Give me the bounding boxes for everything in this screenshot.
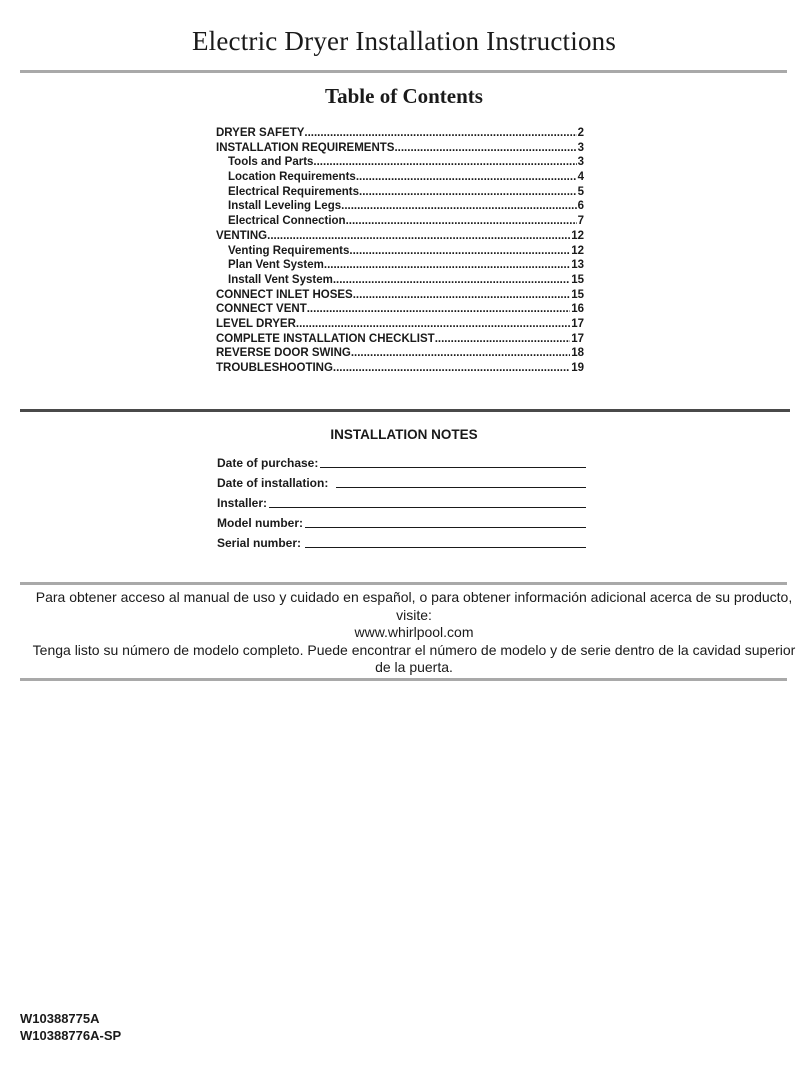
- spanish-notice-line-2: Tenga listo su número de modelo completo. Puede encontrar el número de modelo y de serie dentro de la cavidad superior de la puerta.: [32, 641, 796, 675]
- toc-entry[interactable]: COMPLETE INSTALLATION CHECKLIST ..... 17: [216, 332, 584, 347]
- toc-entry[interactable]: DRYER SAFETY ..... 2: [216, 126, 584, 141]
- toc-subentry[interactable]: Install Vent System ..... 15: [216, 273, 584, 288]
- part-number-secondary: W10388776A-SP: [20, 1028, 122, 1043]
- serial-number-field[interactable]: Serial number:: [217, 530, 586, 550]
- toc-heading: Table of Contents: [325, 84, 483, 108]
- table-of-contents: [216, 126, 584, 376]
- date-of-installation-field[interactable]: Date of installation:: [217, 470, 586, 490]
- section-divider: [20, 582, 787, 585]
- installer-field[interactable]: Installer:: [217, 490, 586, 510]
- toc-entry[interactable]: CONNECT VENT ..... 16: [216, 302, 584, 317]
- toc-subentry[interactable]: Plan Vent System ..... 13: [216, 258, 584, 273]
- section-divider: [20, 409, 790, 412]
- part-number-primary: W10388775A: [20, 1011, 100, 1026]
- toc-subentry[interactable]: Tools and Parts ..... 3: [216, 155, 584, 170]
- document-title: Electric Dryer Installation Instructions: [191, 26, 617, 56]
- toc-entry[interactable]: TROUBLESHOOTING ..... 19: [216, 361, 584, 376]
- section-divider: [20, 678, 787, 681]
- toc-entry[interactable]: LEVEL DRYER ..... 17: [216, 317, 584, 332]
- toc-entry[interactable]: VENTING ..... 12: [216, 229, 584, 244]
- date-of-purchase-field[interactable]: Date of purchase:: [217, 450, 586, 470]
- header-divider: [20, 70, 787, 73]
- installation-notes-heading: INSTALLATION NOTES: [330, 427, 478, 442]
- toc-subentry[interactable]: Electrical Connection ..... 7: [216, 214, 584, 229]
- spanish-notice-line-1: Para obtener acceso al manual de uso y cuidado en español, o para obtener información adicional acerca de su producto, visite:: [35, 589, 793, 623]
- toc-entry[interactable]: REVERSE DOOR SWING ..... 18: [216, 346, 584, 361]
- part-numbers: [20, 1010, 121, 1044]
- fill-in-line: [336, 475, 586, 488]
- website-link[interactable]: www.whirlpool.com: [354, 624, 474, 640]
- toc-subentry[interactable]: Install Leveling Legs ..... 6: [216, 199, 584, 214]
- spanish-notice: [30, 589, 798, 677]
- toc-subentry[interactable]: Location Requirements ..... 4: [216, 170, 584, 185]
- installation-notes-form: [217, 450, 586, 550]
- fill-in-line: [269, 495, 586, 508]
- fill-in-line: [305, 535, 586, 548]
- toc-entry[interactable]: INSTALLATION REQUIREMENTS ..... 3: [216, 141, 584, 156]
- fill-in-line: [320, 455, 586, 468]
- toc-entry[interactable]: CONNECT INLET HOSES ..... 15: [216, 288, 584, 303]
- model-number-field[interactable]: Model number:: [217, 510, 586, 530]
- fill-in-line: [305, 515, 586, 528]
- toc-subentry[interactable]: Venting Requirements ..... 12: [216, 244, 584, 259]
- toc-subentry[interactable]: Electrical Requirements ..... 5: [216, 185, 584, 200]
